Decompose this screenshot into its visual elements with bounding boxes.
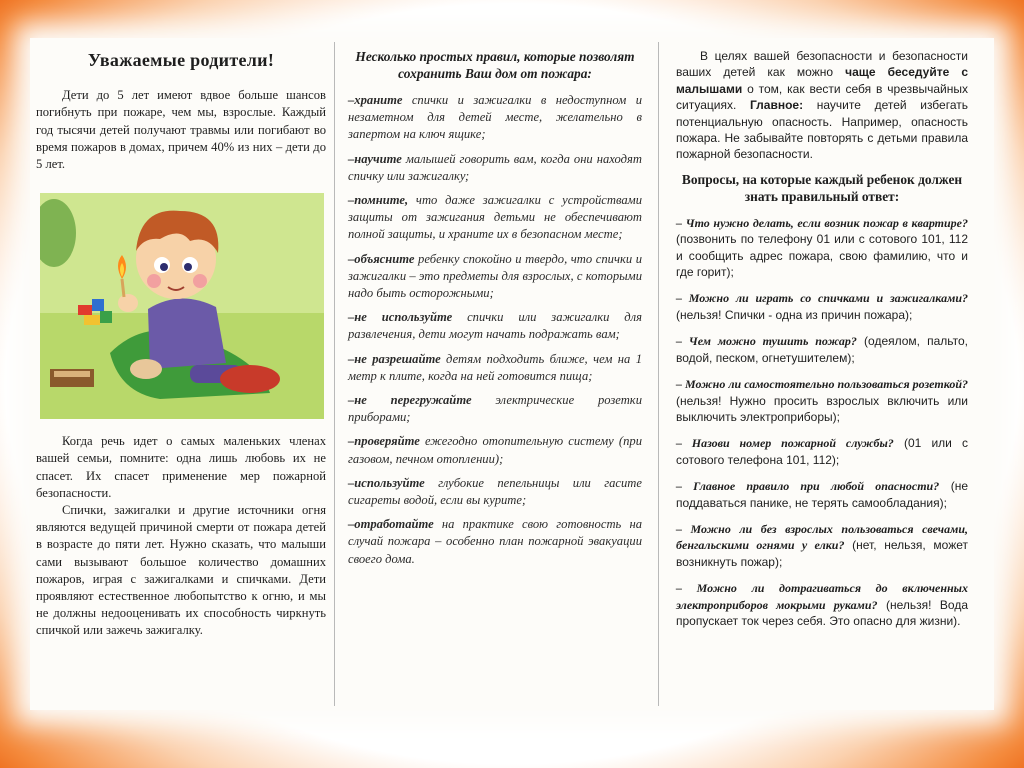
rule-item	[348, 475, 642, 509]
rule-item	[348, 151, 642, 185]
intro-emphasis: Главное:	[749, 98, 804, 113]
question-text: – Можно ли играть со спичками и зажигалками?	[676, 291, 968, 306]
rule-keyword: –объясните	[348, 251, 415, 266]
question-item	[676, 580, 968, 629]
question-item	[676, 290, 968, 323]
rule-item	[348, 251, 642, 303]
answer-text: (01 или с сотового телефона 101, 112);	[676, 436, 968, 467]
rule-text: электрические розетки приборами;	[348, 393, 642, 425]
intro-text: научите детей избегать потенциальную опасность. Например, опасность пожара. Не забывайте повторять с детьми правила пожарной безопасности.	[676, 98, 968, 162]
rule-item	[348, 192, 642, 244]
questions-list	[676, 215, 968, 630]
answer-text: (одеялом, пальто, водой, песком, огнетушителем);	[676, 334, 968, 365]
question-text: – Можно ли без взрослых пользоваться свечами, бенгальскими огнями у елки?	[676, 521, 968, 553]
answer-text: (нельзя! Нужно просить взрослых включить или выключить электроприборы);	[676, 393, 968, 424]
rule-keyword: –храните	[348, 93, 403, 107]
answer-text: (нет, нельзя, может возникнуть пожар);	[676, 538, 968, 569]
rule-keyword: –помните,	[348, 193, 409, 208]
safety-intro	[676, 48, 968, 163]
questions-heading: Вопросы, на которые каждый ребенок должен знать правильный ответ:	[681, 171, 963, 204]
question-item	[676, 376, 968, 425]
parents-heading: Уважаемые родители!	[87, 50, 275, 70]
column-rules	[348, 38, 642, 710]
rule-item	[348, 92, 642, 144]
column-divider	[334, 42, 335, 706]
rule-item	[348, 309, 642, 343]
intro-text: о том, как вести себя в чрезвычайных ситуациях.	[676, 81, 968, 113]
rule-keyword: –не разрешайте	[348, 351, 441, 366]
rule-item	[348, 392, 642, 426]
rule-text: детям подходить ближе, чем на 1 метр к плите, когда на ней готовится пища;	[348, 351, 642, 383]
column-questions	[676, 38, 968, 710]
question-text: – Назови номер пожарной службы?	[676, 436, 894, 451]
rule-keyword: –научите	[348, 151, 402, 166]
question-text: – Что нужно делать, если возник пожар в квартире?	[676, 215, 968, 230]
question-item	[676, 435, 968, 468]
intro-paragraph: Дети до 5 лет имеют вдвое больше шансов погибнуть при пожаре, чем мы, взрослые. Каждый год тысячи детей получают травмы или погибают во время пожаров в домах, причем 40% из них – дети до 5 лет.	[36, 88, 326, 172]
child-illustration-svg	[40, 193, 324, 419]
rule-text: на практике свою готовность на случай пожара – особенно план пожарной эвакуации своего дома.	[348, 517, 642, 566]
rule-keyword: –используйте	[348, 475, 425, 490]
rule-item	[348, 351, 642, 385]
intro-text: В целях вашей безопасности и безопасности ваших детей как можно	[676, 49, 968, 80]
intro-emphasis: чаще беседуйте с малышами	[676, 65, 969, 96]
rule-text: спички и зажигалки в недоступном и незаметном для детей месте, желательно в запертом на ключ ящике;	[348, 93, 642, 142]
answer-text: (нельзя! Вода пропускает ток через себя. Это опасно для жизни).	[676, 597, 968, 628]
paragraph-love: Когда речь идет о самых маленьких членах вашей семьи, помните: одна лишь любовь их не спасет. Их спасет применение мер пожарной безопасности.	[36, 434, 326, 500]
rules-heading: Несколько простых правил, которые позволят сохранить Ваш дом от пожара:	[355, 49, 635, 81]
rule-keyword: –не перегружайте	[348, 393, 472, 408]
paragraph-matches: Спички, зажигалки и другие источники огня являются ведущей причиной смерти от пожара детей в возрасте до пяти лет. Нужно сказать, что малыши сами вызывают большое количество домашних пожаров, играя с зажигалками и спичками. Дети проявляют естественное любопытство к огню, и мы не должны недооценивать их способность чиркнуть спичкой или зажечь зажигалку.	[36, 503, 326, 638]
rule-text: спички или зажигалки для развлечения, дети могут начать подражать вам;	[348, 310, 643, 342]
question-item	[676, 333, 968, 366]
child-with-match-illustration	[40, 193, 324, 419]
question-text: – Можно ли самостоятельно пользоваться розеткой?	[676, 377, 968, 392]
question-text: – Можно ли дотрагиваться до включенных электроприборов мокрыми руками?	[676, 581, 968, 612]
answer-text: (позвонить по телефону 01 или с сотового 101, 112 и сообщить адрес пожара, свою фамилию, что и где горит);	[676, 232, 968, 280]
rule-keyword: –проверяйте	[348, 434, 420, 449]
rule-text: малышей говорить вам, когда они находят спичку или зажигалку;	[348, 151, 642, 183]
question-item	[676, 215, 968, 281]
column-parents	[36, 38, 326, 710]
question-text: – Главное правило при любой опасности?	[676, 479, 940, 494]
question-item	[676, 521, 968, 570]
rule-text: ребенку спокойно и твердо, что спички и зажигалки – это предметы для взрослых, с которыми надо быть осторожными;	[348, 251, 642, 301]
question-text: – Чем можно тушить пожар?	[676, 334, 857, 349]
rule-keyword: –отработайте	[348, 517, 434, 532]
rules-list	[348, 92, 642, 568]
rule-keyword: –не используйте	[348, 310, 453, 325]
rule-text: ежегодно отопительную систему (при газовом, печном отоплении);	[348, 434, 642, 466]
leaflet-sheet	[30, 38, 994, 710]
question-item	[676, 478, 968, 511]
rule-text: что даже зажигалки с устройствами защиты от зажигания детьми не обеспечивают полной защиты, и храните их в безопасном месте;	[348, 193, 642, 242]
rule-text: глубокие пепельницы или гасите сигареты водой, если вы курите;	[348, 475, 642, 508]
rule-item	[348, 516, 642, 568]
column-divider	[658, 42, 659, 706]
answer-text: (нельзя! Спички - одна из причин пожара);	[676, 307, 913, 322]
rule-item	[348, 433, 642, 467]
answer-text: (не поддаваться панике, не терять самообладания);	[676, 479, 968, 510]
